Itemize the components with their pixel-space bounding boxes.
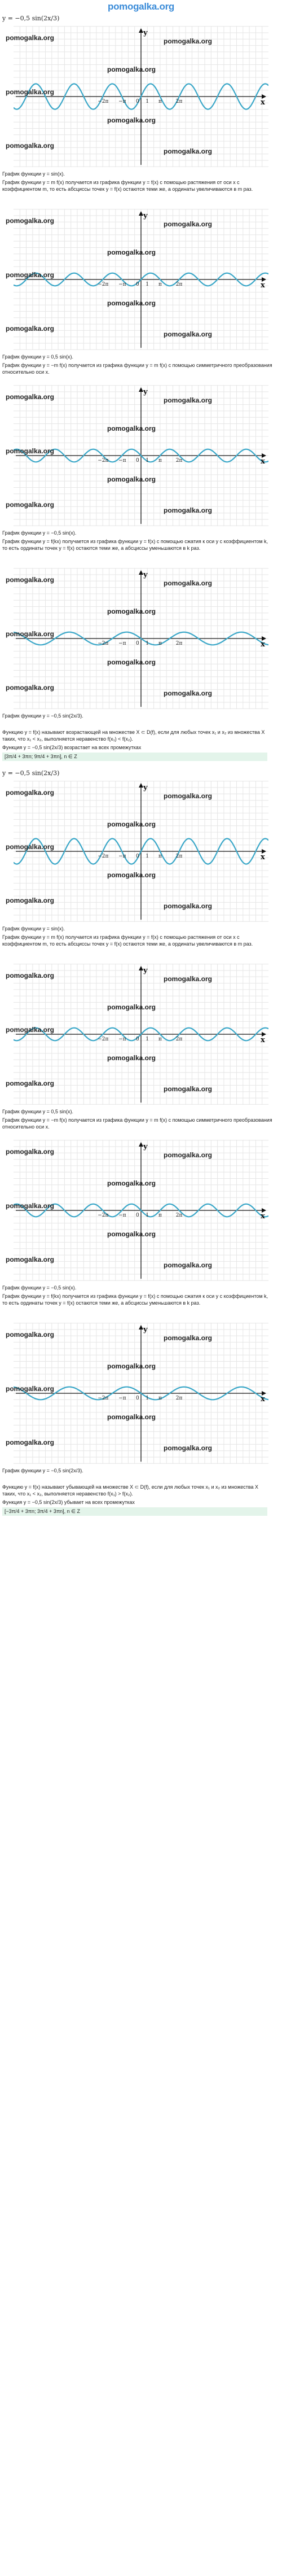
graph-caption: График функции y = −0,5 sin(x). [2, 1285, 77, 1291]
watermark-text: pomogalka.org [164, 220, 213, 228]
watermark-text: pomogalka.org [6, 1438, 55, 1446]
watermark-text: pomogalka.org [6, 393, 55, 401]
watermark-text: pomogalka.org [6, 1256, 55, 1263]
x-axis-label: x [261, 640, 265, 649]
watermark-text: pomogalka.org [6, 896, 55, 904]
tick-label-one: 1 [146, 99, 149, 104]
tick-label-pi: π [158, 99, 162, 104]
graph-caption: График функции y = 0,5 sin(x). [2, 1109, 73, 1114]
origin-label: 0 [136, 641, 139, 646]
origin-label: 0 [136, 1036, 139, 1042]
watermark-text: pomogalka.org [107, 871, 156, 879]
tick-label-neg-pi: −π [118, 1036, 126, 1042]
watermark-text: pomogalka.org [6, 325, 55, 333]
y-axis-arrow [139, 966, 143, 970]
x-axis-label: x [261, 853, 265, 861]
watermark-text: pomogalka.org [107, 248, 156, 256]
origin-label: 0 [136, 854, 139, 859]
origin-label: 0 [136, 282, 139, 287]
graph-note: График функции y = f(kx) получается из графика функции y = f(x) с помощью сжатия к оси y с коэффициентом k, то есть ординаты точек y = f(x) остаются теми же, а абсциссы уменьшаются в k раз. [2, 539, 268, 551]
x-axis-label: x [261, 281, 265, 290]
tick-label-neg-pi: −π [118, 1396, 126, 1401]
watermark-text: pomogalka.org [107, 1413, 156, 1421]
watermark-text: pomogalka.org [164, 792, 213, 800]
watermark-text: pomogalka.org [164, 1334, 213, 1342]
x-axis-label: x [261, 98, 265, 107]
origin-label: 0 [136, 99, 139, 104]
tick-label-neg-two-pi: −2π [98, 854, 109, 859]
y-axis-label: y [143, 212, 148, 220]
tick-label-two-pi: 2π [175, 854, 183, 859]
tick-label-two-pi: 2π [175, 282, 183, 287]
y-axis-arrow [139, 570, 143, 575]
watermark-text: pomogalka.org [164, 1444, 213, 1452]
watermark-text: pomogalka.org [107, 820, 156, 828]
y-axis-arrow [139, 1142, 143, 1147]
tick-label-two-pi: 2π [175, 99, 183, 104]
watermark-text: pomogalka.org [164, 1085, 213, 1093]
watermark-text: pomogalka.org [107, 475, 156, 483]
tick-label-neg-pi: −π [118, 1213, 126, 1218]
tick-label-neg-pi: −π [118, 282, 126, 287]
watermark-text: pomogalka.org [6, 1202, 55, 1210]
tick-label-two-pi: 2π [175, 1213, 183, 1218]
tick-label-neg-two-pi: −2π [98, 99, 109, 104]
watermark-text: pomogalka.org [6, 271, 55, 279]
tick-label-one: 1 [146, 641, 149, 646]
tick-label-pi: π [158, 641, 162, 646]
graph-note: График функции y = m f(x) получается из графика функции y = f(x) с помощью растяжения от оси x с коэффициентом m, то есть абсциссы точек y = f(x) остаются теми же, а ординаты увеличиваются в m раз. [2, 934, 253, 947]
tick-label-neg-two-pi: −2π [98, 282, 109, 287]
tick-label-neg-pi: −π [118, 854, 126, 859]
watermark-text: pomogalka.org [107, 1003, 156, 1011]
y-axis-label: y [143, 388, 148, 396]
x-axis-label: x [261, 1212, 265, 1221]
y-axis-label: y [143, 571, 148, 579]
watermark-text: pomogalka.org [164, 1261, 213, 1269]
tick-label-neg-pi: −π [118, 641, 126, 646]
watermark-text: pomogalka.org [6, 630, 55, 638]
tick-label-two-pi: 2π [175, 458, 183, 463]
watermark-text: pomogalka.org [6, 142, 55, 150]
tick-label-neg-two-pi: −2π [98, 641, 109, 646]
tick-label-one: 1 [146, 1396, 149, 1401]
y-axis-arrow [139, 783, 143, 788]
watermark-text: pomogalka.org [107, 1230, 156, 1238]
watermark-text: pomogalka.org [6, 684, 55, 692]
watermark-text: pomogalka.org [6, 1026, 55, 1034]
graph-note: График функции y = m f(x) получается из графика функции y = f(x) с помощью растяжения от оси x с коэффициентом m, то есть абсциссы точек y = f(x) остаются теми же, а ординаты увеличиваются в m раз. [2, 180, 253, 192]
tick-label-neg-two-pi: −2π [98, 1213, 109, 1218]
graph-note: График функции y = −m f(x) получается из графика функции y = m f(x) с помощью симметричного преобразования относительно оси x. [2, 362, 272, 375]
watermark-text: pomogalka.org [164, 37, 213, 45]
watermark-text: pomogalka.org [107, 116, 156, 124]
origin-label: 0 [136, 1213, 139, 1218]
graph-caption: График функции y = −0,5 sin(2x/3). [2, 713, 83, 719]
y-axis-label: y [143, 29, 148, 37]
tick-label-one: 1 [146, 854, 149, 859]
tick-label-neg-two-pi: −2π [98, 1036, 109, 1042]
watermark-text: pomogalka.org [6, 1331, 55, 1339]
tick-label-two-pi: 2π [175, 1396, 183, 1401]
x-axis-label: x [261, 457, 265, 466]
answer-highlight: [−3π/4 + 3πn; 3π/4 + 3πn], n ∈ Z [2, 1507, 267, 1516]
tick-label-neg-pi: −π [118, 99, 126, 104]
watermark-text: pomogalka.org [107, 1362, 156, 1370]
tick-label-neg-two-pi: −2π [98, 1396, 109, 1401]
graph-note: График функции y = f(kx) получается из графика функции y = f(x) с помощью сжатия к оси y с коэффициентом k, то есть ординаты точек y = f(x) остаются теми же, а абсциссы уменьшаются в k раз. [2, 1293, 268, 1306]
watermark-text: pomogalka.org [164, 506, 213, 514]
watermark-text: pomogalka.org [6, 789, 55, 797]
tick-label-pi: π [158, 1396, 162, 1401]
y-axis-label: y [143, 966, 148, 975]
watermark-text: pomogalka.org [6, 1148, 55, 1156]
y-axis-arrow [139, 211, 143, 216]
answer-highlight: [3π/4 + 3πn; 9π/4 + 3πn], n ∈ Z [2, 753, 267, 761]
y-axis-arrow [139, 387, 143, 392]
watermark-text: pomogalka.org [164, 689, 213, 697]
origin-label: 0 [136, 1396, 139, 1401]
tick-label-one: 1 [146, 282, 149, 287]
x-axis-label: x [261, 1036, 265, 1044]
summary-text: Функцию y = f(x) называют убывающей на множестве X ⊂ D(f), если для любых точек x₁ и x₂ из множества X таких, что x₁ < x₂, выполняется неравенство f(x₁) > f(x₂). [2, 1484, 259, 1497]
watermark-text: pomogalka.org [6, 501, 55, 509]
summary-text: Функцию y = f(x) называют возрастающей на множестве X ⊂ D(f), если для любых точек x₁ и x₂ из множества X таких, что x₁ < x₂, выполняется неравенство f(x₁) < f(x₂). [2, 729, 265, 742]
problem-formula: y = −0,5 sin(2x/3) [2, 769, 60, 777]
watermark-text: pomogalka.org [164, 396, 213, 404]
watermark-text: pomogalka.org [107, 1179, 156, 1187]
x-axis-label: x [261, 1395, 265, 1403]
watermark-text: pomogalka.org [6, 576, 55, 584]
watermark-text: pomogalka.org [6, 1079, 55, 1087]
y-axis-label: y [143, 1326, 148, 1334]
graph-caption: График функции y = sin(x). [2, 171, 65, 177]
summary-text: Функция y = −0,5 sin(2x/3) возрастает на всех промежутках [2, 745, 142, 750]
tick-label-pi: π [158, 458, 162, 463]
watermark-text: pomogalka.org [6, 972, 55, 979]
y-axis-arrow [139, 1325, 143, 1329]
watermark-text: pomogalka.org [164, 330, 213, 338]
tick-label-two-pi: 2π [175, 641, 183, 646]
watermark-text: pomogalka.org [6, 217, 55, 225]
y-axis-label: y [143, 1143, 148, 1151]
watermark-text: pomogalka.org [164, 1151, 213, 1159]
origin-label: 0 [136, 458, 139, 463]
watermark-text: pomogalka.org [164, 579, 213, 587]
tick-label-neg-pi: −π [118, 458, 126, 463]
watermark-text: pomogalka.org [107, 1054, 156, 1062]
problem-formula: y = −0,5 sin(2x/3) [2, 15, 60, 22]
graph-note: График функции y = −m f(x) получается из графика функции y = m f(x) с помощью симметричного преобразования относительно оси x. [2, 1117, 272, 1130]
watermark-text: pomogalka.org [164, 147, 213, 155]
tick-label-pi: π [158, 282, 162, 287]
watermark-text: pomogalka.org [6, 843, 55, 851]
y-axis-label: y [143, 784, 148, 792]
watermark-text: pomogalka.org [6, 88, 55, 96]
tick-label-pi: π [158, 1213, 162, 1218]
watermark-text: pomogalka.org [107, 299, 156, 307]
site-logo[interactable]: pomogalka.org [108, 1, 174, 12]
watermark-text: pomogalka.org [6, 34, 55, 42]
tick-label-one: 1 [146, 1213, 149, 1218]
tick-label-neg-two-pi: −2π [98, 458, 109, 463]
graph-caption: График функции y = sin(x). [2, 926, 65, 931]
graph-caption: График функции y = −0,5 sin(x). [2, 530, 77, 536]
watermark-text: pomogalka.org [164, 975, 213, 983]
tick-label-pi: π [158, 1036, 162, 1042]
tick-label-pi: π [158, 854, 162, 859]
summary-text: Функция y = −0,5 sin(2x/3) убывает на всех промежутках [2, 1499, 135, 1505]
y-axis-arrow [139, 28, 143, 33]
watermark-text: pomogalka.org [107, 607, 156, 615]
tick-label-one: 1 [146, 458, 149, 463]
watermark-text: pomogalka.org [6, 1385, 55, 1393]
watermark-text: pomogalka.org [107, 65, 156, 73]
watermark-text: pomogalka.org [164, 902, 213, 910]
tick-label-one: 1 [146, 1036, 149, 1042]
graph-caption: График функции y = −0,5 sin(2x/3). [2, 1468, 83, 1473]
watermark-text: pomogalka.org [6, 447, 55, 455]
watermark-text: pomogalka.org [107, 658, 156, 666]
graph-caption: График функции y = 0,5 sin(x). [2, 354, 73, 360]
watermark-text: pomogalka.org [107, 425, 156, 432]
tick-label-two-pi: 2π [175, 1036, 183, 1042]
